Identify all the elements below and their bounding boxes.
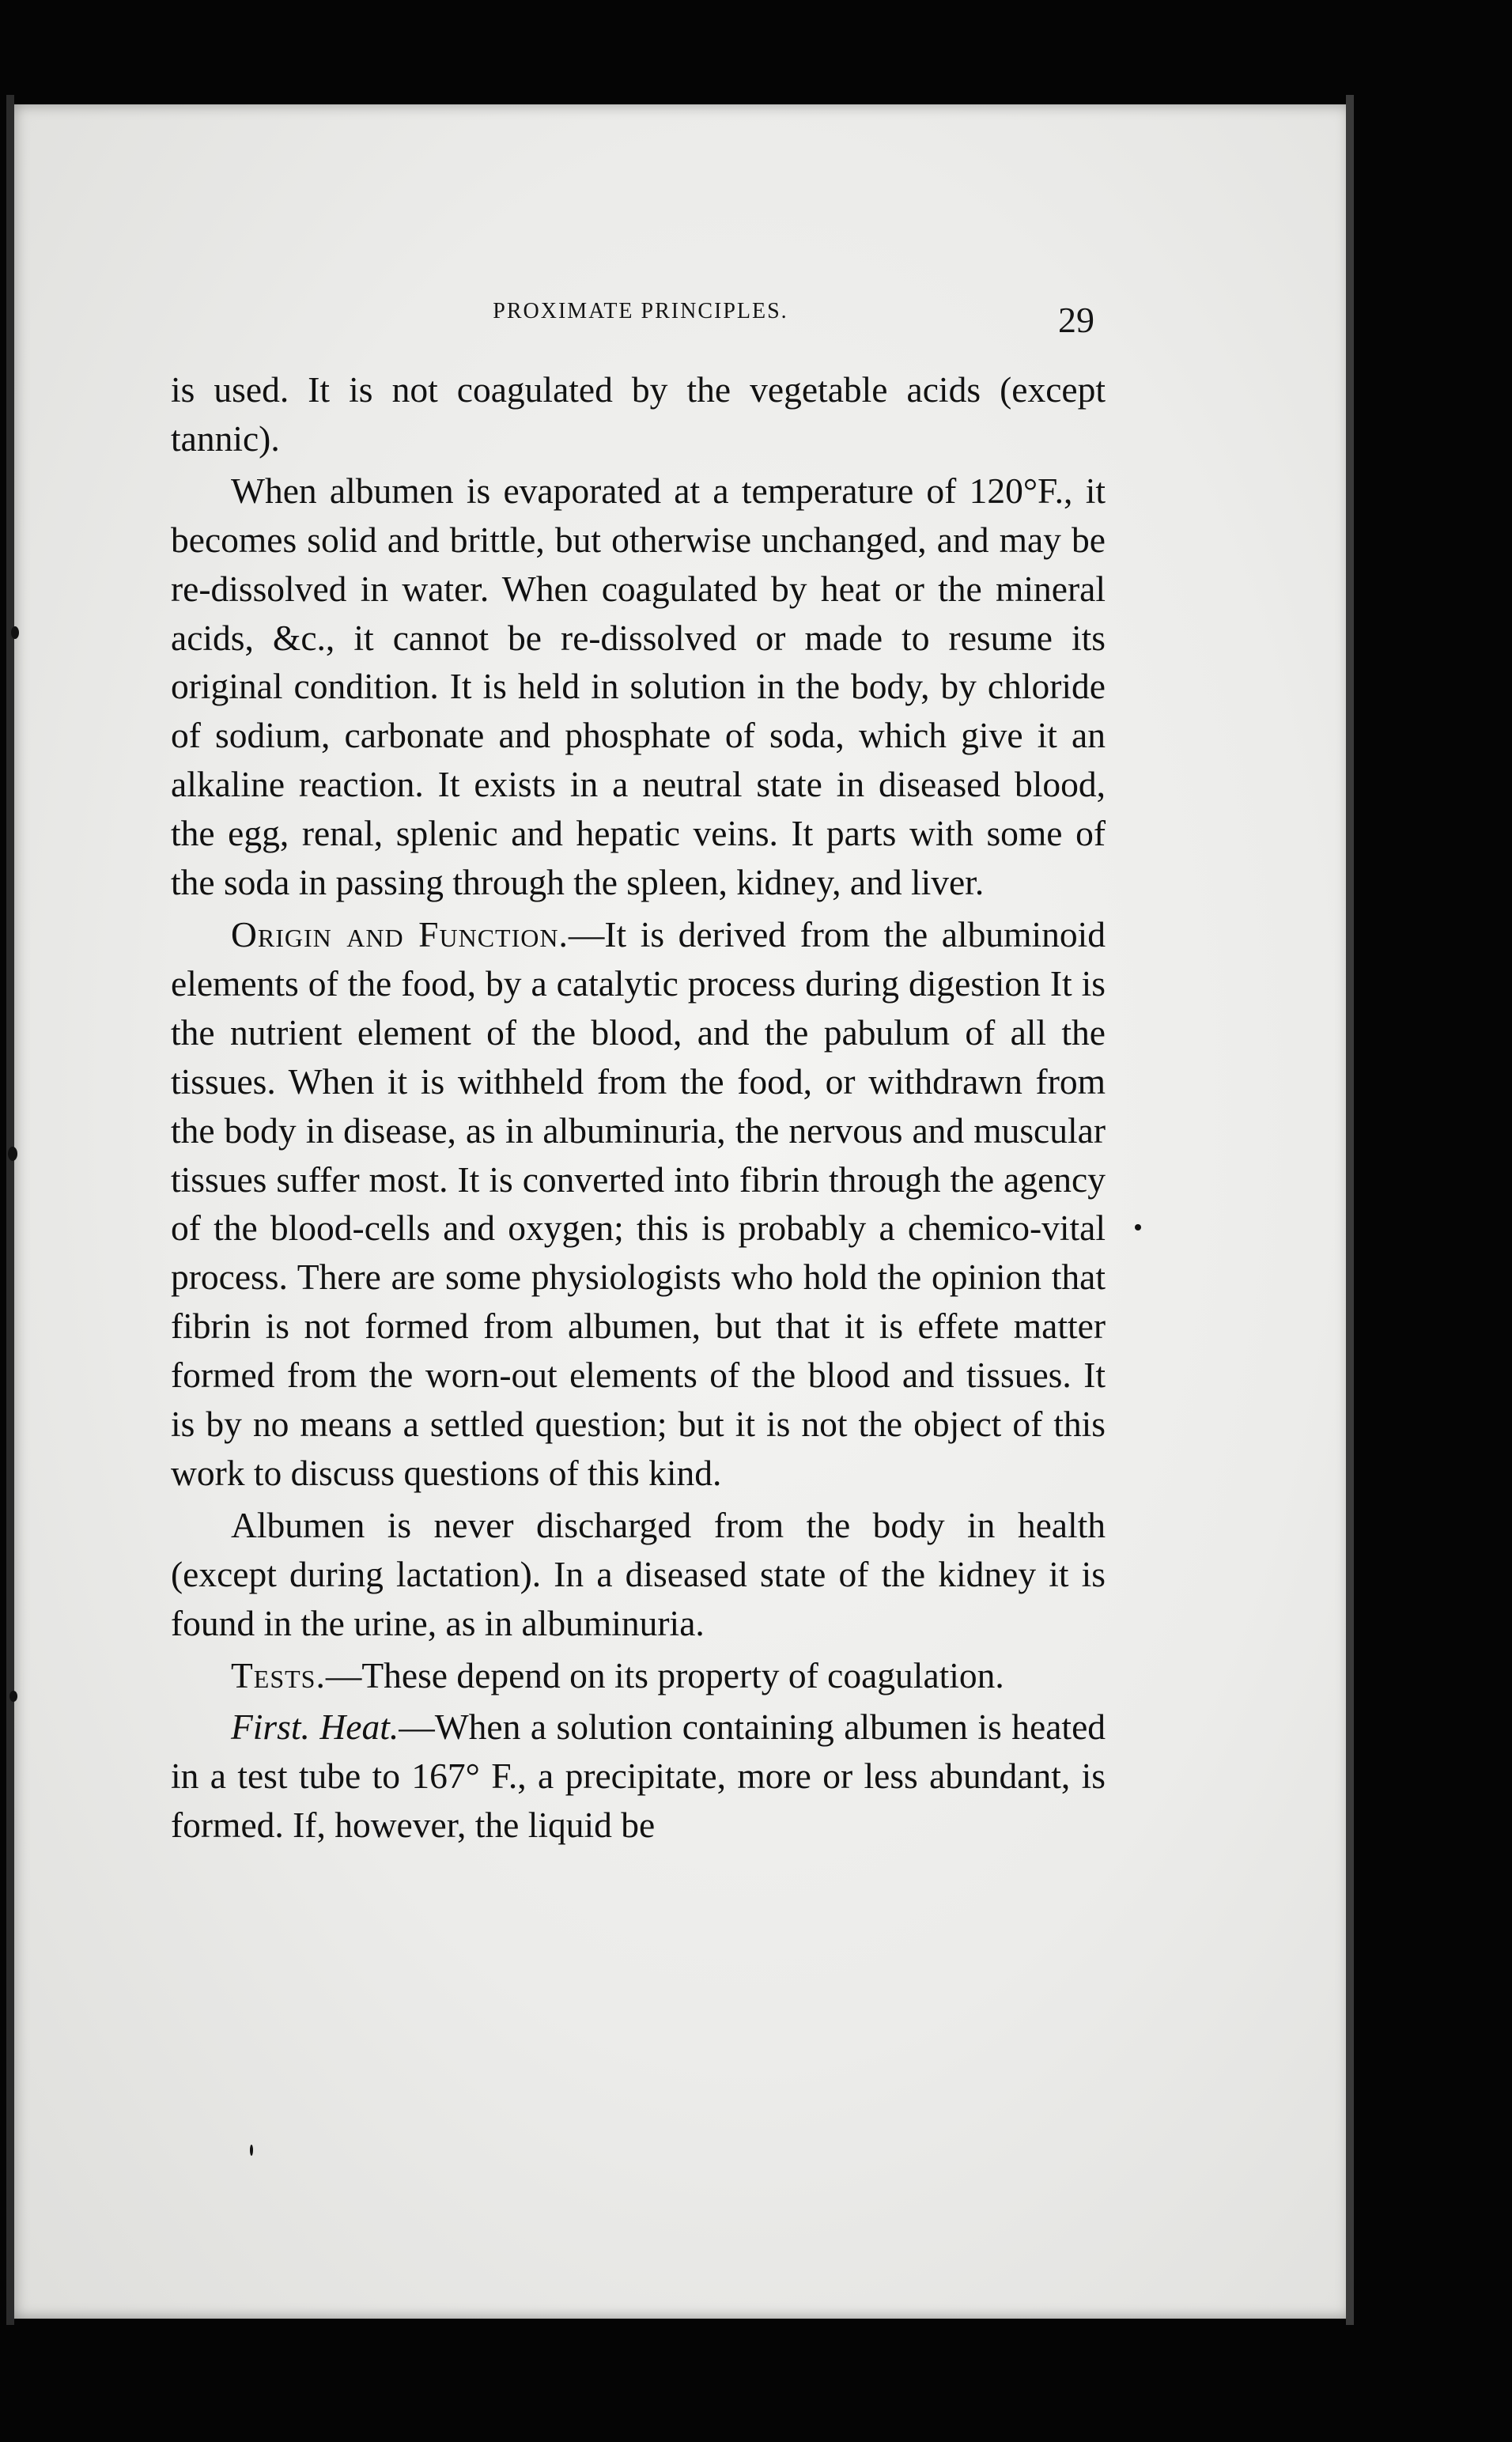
running-head: PROXIMATE PRINCIPLES. [493, 299, 788, 323]
paragraph-6-body: —When a solution containing albumen is heated in a test tube to 167° F., a precipitate, more or less abundant, is formed. If, however, the liquid be [171, 1707, 1106, 1846]
page-number: 29 [1058, 300, 1094, 340]
body-text [171, 365, 1106, 1853]
ink-speck [11, 626, 19, 639]
ink-speck [8, 1147, 17, 1161]
binding-edge-left [6, 95, 14, 2325]
paragraph-1: is used. It is not coagulated by the vegetable acids (except tannic). [171, 369, 1106, 459]
paragraph-6 [171, 1703, 1106, 1850]
ink-speck [9, 1691, 17, 1702]
label-first: First. [231, 1707, 310, 1748]
paragraph-5 [171, 1651, 1106, 1700]
page-edge-right [1346, 95, 1354, 2325]
paragraph-3 [171, 910, 1106, 1498]
section-heading-origin-function: Origin and Function. [231, 913, 569, 954]
paragraph-5-body: —These depend on its property of coagulation. [325, 1654, 1004, 1695]
label-heat: Heat. [319, 1707, 399, 1748]
section-heading-tests: Tests. [231, 1654, 326, 1695]
ink-speck [1135, 1224, 1141, 1230]
paragraph-3-body: —It is derived from the albuminoid elements of the food, by a catalytic process during digestion It is the nutrient element of the blood, and the pabulum of all the tissues. When it is withheld from the food, or withdrawn from the body in disease, as in albuminuria, the nervous and muscular tissues suffer most. It is converted into fibrin through the agency of the blood-cells and oxygen; this is probably a chemico-vital process. There are some physiologists who hold the opinion that fibrin is not formed from albumen, but that it is effete matter formed from the worn-out elements of the blood and tissues. It is by no means a settled question; but it is not the object of this work to discuss questions of this kind. [171, 913, 1106, 1493]
paragraph-2: When albumen is evaporated at a temperature of 120°F., it becomes solid and brittle, but otherwise unchanged, and may be re-dissolved in water. When coagulated by heat or the mineral acids, &c., it cannot be re-dissolved or made to resume its original condition. It is held in solution in the body, by chloride of sodium, carbonate and phosphate of soda, which give it an alkaline reaction. It exists in a neutral state in diseased blood, the egg, renal, splenic and hepatic veins. It parts with some of the soda in passing through the spleen, kidney, and liver. [171, 470, 1106, 903]
paragraph-4: Albumen is never discharged from the body in health (except during lactation). In a diseased state of the kidney it is found in the urine, as in albuminuria. [171, 1504, 1106, 1643]
ink-speck [250, 2145, 253, 2156]
